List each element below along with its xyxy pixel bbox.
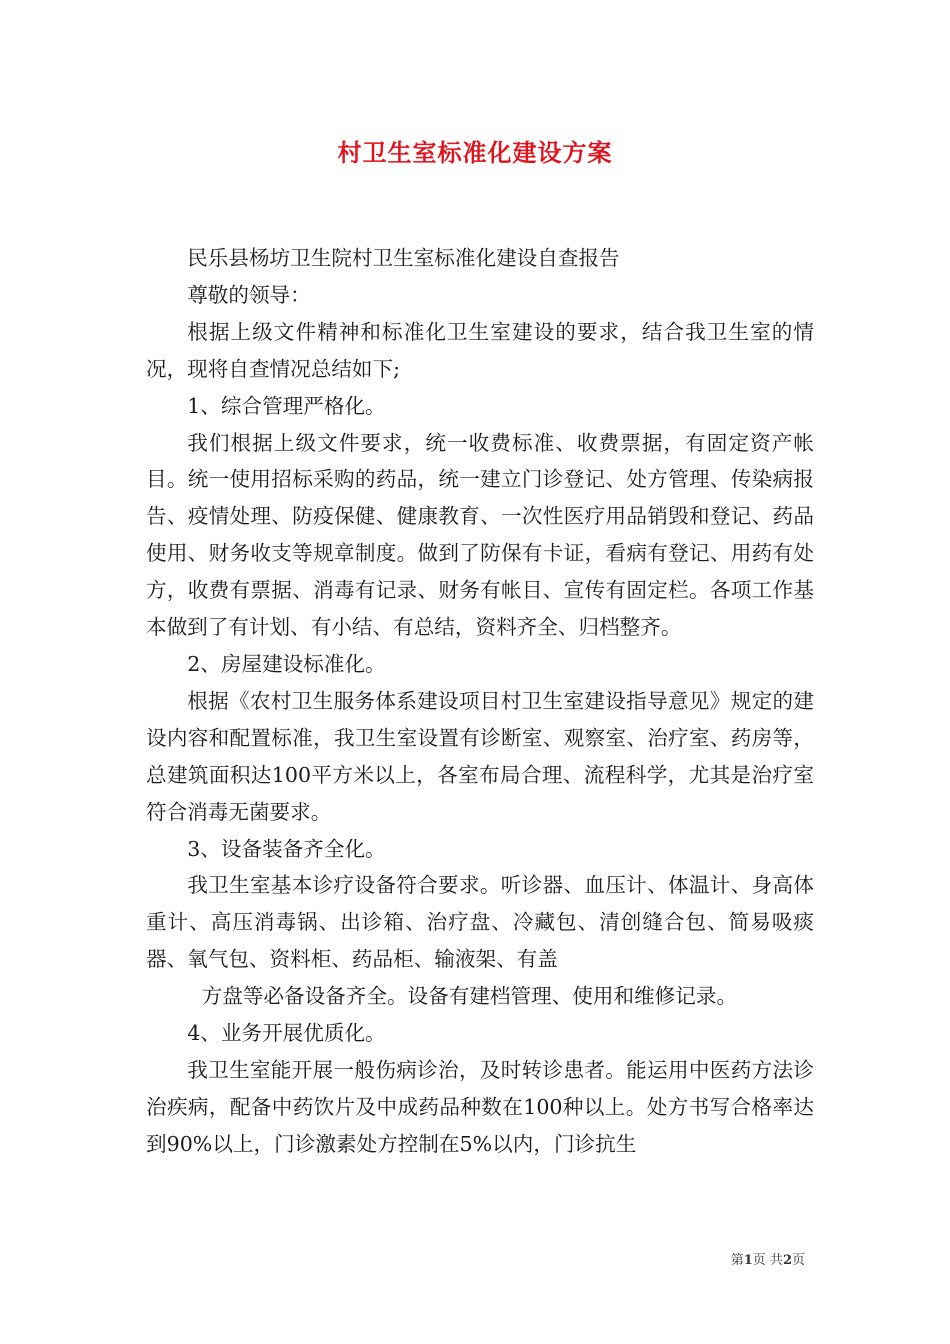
footer-middle: 页 共 [752,1253,783,1268]
document-body [146,240,814,1163]
footer-total-pages: 2 [782,1253,792,1268]
report-heading: 民乐县杨坊卫生院村卫生室标准化建设自查报告 [187,246,620,270]
paragraph-equipment-continued: 方盘等必备设备齐全。设备有建档管理、使用和维修记录。 [201,984,738,1009]
section-heading-1: 1、综合管理严格化。 [187,393,386,418]
paragraph-intro: 根据上级文件精神和标准化卫生室建设的要求，结合我卫生室的情况，现将自查情况总结如下; [146,319,814,381]
footer-suffix: 页 [791,1253,805,1268]
paragraph-management: 我们根据上级文件要求，统一收费标准、收费票据，有固定资产帐目。统一使用招标采购的药品，统一建立门诊登记、处方管理、传染病报告、疫情处理、防疫保健、健康教育、一次性医疗用品销毁和登记、药品使用、财务收支等规章制度。做到了防保有卡证，看病有登记、用药有处方，收费有票据、消毒有记录、财务有帐目、宣传有固定栏。各项工作基本做到了有计划、有小结、有总结，资料齐全、归档整齐。 [146,430,814,640]
paragraph-services: 我卫生室能开展一般伤病诊治，及时转诊患者。能运用中医药方法诊治疾病，配备中药饮片及中成药品种数在100种以上。处方书写合格率达到90%以上，门诊激素处方控制在5%以内，门诊抗生 [146,1057,814,1156]
salutation: 尊敬的领导： [187,282,311,307]
page-footer [0,1249,805,1268]
footer-prefix: 第 [730,1253,744,1268]
section-heading-3: 3、设备装备齐全化。 [187,836,386,861]
paragraph-building: 根据《农村卫生服务体系建设项目村卫生室建设指导意见》规定的建设内容和配置标准，我卫生室设置有诊断室、观察室、治疗室、药房等，总建筑面积达100平方米以上，各室布局合理、流程科学，尤其是治疗室符合消毒无菌要求。 [146,688,814,824]
document-title: 村卫生室标准化建设方案 [337,138,613,167]
footer-current-page: 1 [743,1253,753,1268]
paragraph-equipment: 我卫生室基本诊疗设备符合要求。听诊器、血压计、体温计、身高体重计、高压消毒锅、出诊箱、治疗盘、冷藏包、清创缝合包、简易吸痰器、氧气包、资料柜、药品柜、输液架、有盖 [146,873,814,972]
section-heading-4: 4、业务开展优质化。 [187,1021,386,1046]
section-heading-2: 2、房屋建设标准化。 [187,651,386,676]
